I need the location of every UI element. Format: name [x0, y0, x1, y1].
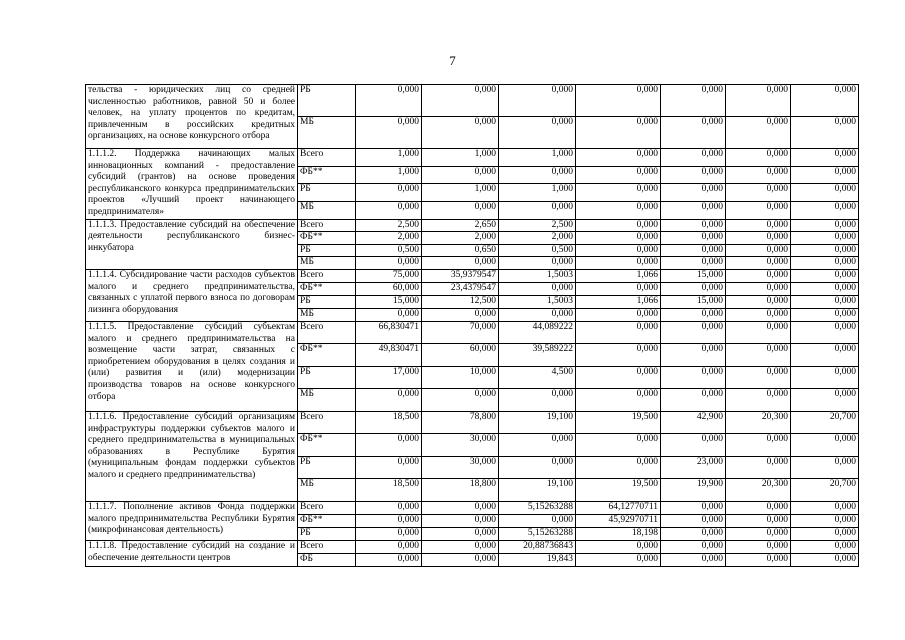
- amount-cell: 0,000: [356, 85, 422, 117]
- amount-cell: 0,000: [791, 269, 859, 282]
- measure-description: 1.1.1.7. Пополнение активов Фонда поддержки малого предпринимательства Республики Бурятия (микрофинансовая деятельность): [86, 501, 298, 540]
- amount-cell: 0,000: [726, 269, 791, 282]
- amount-cell: 0,000: [422, 389, 499, 412]
- amount-cell: 10,000: [422, 366, 499, 389]
- amount-cell: 20,700: [791, 411, 859, 434]
- amount-cell: 0,000: [791, 308, 859, 321]
- amount-cell: 1,000: [422, 184, 499, 202]
- amount-cell: 45,92970711: [576, 514, 661, 527]
- amount-cell: 0,000: [726, 501, 791, 514]
- amount-cell: 0,000: [791, 321, 859, 344]
- amount-cell: 23,4379547: [422, 282, 499, 295]
- amount-cell: 0,000: [791, 540, 859, 553]
- amount-cell: 0,000: [661, 282, 726, 295]
- funding-source: МБ: [298, 308, 356, 321]
- table-row: [86, 149, 859, 167]
- measure-description: 1.1.1.4. Субсидирование части расходов субъектов малого и среднего предпринимательства, связанных с уплатой первого взноса по договорам лизинга оборудования: [86, 269, 298, 321]
- amount-cell: 0,000: [791, 344, 859, 367]
- amount-cell: 0,000: [576, 149, 661, 167]
- amount-cell: 42,900: [661, 411, 726, 434]
- amount-cell: 0,000: [499, 166, 576, 184]
- amount-cell: 0,000: [356, 201, 422, 219]
- amount-cell: 0,000: [791, 149, 859, 167]
- amount-cell: 0,000: [726, 149, 791, 167]
- funding-source: РБ: [298, 184, 356, 202]
- amount-cell: 0,500: [499, 244, 576, 257]
- amount-cell: 0,000: [356, 514, 422, 527]
- amount-cell: 17,000: [356, 366, 422, 389]
- amount-cell: 0,000: [576, 366, 661, 389]
- amount-cell: 18,800: [422, 479, 499, 502]
- amount-cell: 0,000: [791, 184, 859, 202]
- funding-source: РБ: [298, 366, 356, 389]
- amount-cell: 1,000: [499, 149, 576, 167]
- amount-cell: 0,000: [661, 553, 726, 566]
- funding-source: ФБ**: [298, 282, 356, 295]
- funding-source: ФБ**: [298, 232, 356, 245]
- measure-description: 1.1.1.2. Поддержка начинающих малых инновационных компаний - предоставление субсидий (грантов) на основе проведения республиканского конкурса предпринимательских проектов «Лучший проект начинающего предпринимателя»: [86, 149, 298, 220]
- amount-cell: 49,830471: [356, 344, 422, 367]
- table-body: [86, 85, 859, 567]
- amount-cell: 66,830471: [356, 321, 422, 344]
- amount-cell: 0,000: [661, 514, 726, 527]
- amount-cell: 20,300: [726, 479, 791, 502]
- funding-source: РБ: [298, 456, 356, 479]
- amount-cell: 2,000: [422, 232, 499, 245]
- amount-cell: 0,000: [726, 232, 791, 245]
- table-row: [86, 501, 859, 514]
- amount-cell: 0,000: [791, 166, 859, 184]
- funding-source: ФБ**: [298, 514, 356, 527]
- amount-cell: 20,88736843: [499, 540, 576, 553]
- amount-cell: 0,000: [791, 434, 859, 457]
- amount-cell: 0,000: [661, 501, 726, 514]
- amount-cell: 0,000: [422, 257, 499, 270]
- funding-source: ФБ: [298, 553, 356, 566]
- amount-cell: 1,5003: [499, 269, 576, 282]
- amount-cell: 2,650: [422, 219, 499, 232]
- amount-cell: 0,000: [499, 117, 576, 149]
- funding-source: РБ: [298, 85, 356, 117]
- amount-cell: 0,000: [661, 344, 726, 367]
- measure-description: 1.1.1.6. Предоставление субсидий организациям инфраструктуры поддержки субъектов малого и среднего предпринимательства в муниципальных образованиях в Республике Бурятия (муниципальным фондам поддержки субъектов малого и среднего предпринимательства): [86, 411, 298, 501]
- amount-cell: 4,500: [499, 366, 576, 389]
- amount-cell: 0,000: [422, 166, 499, 184]
- amount-cell: 23,000: [661, 456, 726, 479]
- amount-cell: 0,000: [576, 117, 661, 149]
- amount-cell: 0,000: [499, 257, 576, 270]
- amount-cell: 0,000: [661, 232, 726, 245]
- amount-cell: 0,000: [726, 344, 791, 367]
- amount-cell: 0,000: [791, 201, 859, 219]
- amount-cell: 19,900: [661, 479, 726, 502]
- amount-cell: 19,843: [499, 553, 576, 566]
- amount-cell: 19,500: [576, 411, 661, 434]
- amount-cell: 0,000: [422, 514, 499, 527]
- amount-cell: 0,000: [661, 149, 726, 167]
- amount-cell: 1,066: [576, 269, 661, 282]
- amount-cell: 0,000: [726, 456, 791, 479]
- amount-cell: 0,000: [576, 540, 661, 553]
- amount-cell: 0,000: [661, 219, 726, 232]
- funding-source: Всего: [298, 501, 356, 514]
- funding-source: Всего: [298, 219, 356, 232]
- amount-cell: 0,000: [576, 553, 661, 566]
- amount-cell: 0,000: [726, 540, 791, 553]
- amount-cell: 0,000: [576, 282, 661, 295]
- amount-cell: 0,650: [422, 244, 499, 257]
- amount-cell: 0,000: [356, 553, 422, 566]
- amount-cell: 0,000: [791, 553, 859, 566]
- amount-cell: 0,000: [422, 540, 499, 553]
- amount-cell: 0,000: [576, 344, 661, 367]
- amount-cell: 0,000: [791, 366, 859, 389]
- amount-cell: 2,500: [499, 219, 576, 232]
- amount-cell: 18,500: [356, 411, 422, 434]
- funding-source: ФБ**: [298, 344, 356, 367]
- amount-cell: 0,000: [661, 166, 726, 184]
- funding-source: МБ: [298, 389, 356, 412]
- amount-cell: 18,198: [576, 527, 661, 540]
- amount-cell: 44,089222: [499, 321, 576, 344]
- amount-cell: 0,000: [576, 308, 661, 321]
- amount-cell: 64,12770711: [576, 501, 661, 514]
- amount-cell: 0,000: [422, 308, 499, 321]
- amount-cell: 0,000: [499, 434, 576, 457]
- amount-cell: 0,000: [356, 389, 422, 412]
- funding-source: ФБ**: [298, 434, 356, 457]
- amount-cell: 1,066: [576, 295, 661, 308]
- amount-cell: 15,000: [356, 295, 422, 308]
- amount-cell: 35,9379547: [422, 269, 499, 282]
- amount-cell: 0,000: [661, 201, 726, 219]
- funding-source: Всего: [298, 411, 356, 434]
- amount-cell: 5,15263288: [499, 501, 576, 514]
- amount-cell: 0,000: [422, 553, 499, 566]
- amount-cell: 0,000: [726, 366, 791, 389]
- amount-cell: 0,000: [726, 117, 791, 149]
- amount-cell: 30,000: [422, 456, 499, 479]
- amount-cell: 2,000: [499, 232, 576, 245]
- amount-cell: 12,500: [422, 295, 499, 308]
- amount-cell: 0,000: [499, 389, 576, 412]
- amount-cell: 0,000: [356, 117, 422, 149]
- amount-cell: 0,000: [576, 456, 661, 479]
- amount-cell: 0,000: [576, 85, 661, 117]
- amount-cell: 0,000: [726, 527, 791, 540]
- funding-source: РБ: [298, 295, 356, 308]
- amount-cell: 78,800: [422, 411, 499, 434]
- amount-cell: 0,000: [791, 85, 859, 117]
- amount-cell: 1,5003: [499, 295, 576, 308]
- amount-cell: 0,000: [661, 527, 726, 540]
- table-row: [86, 411, 859, 434]
- funding-source: ФБ**: [298, 166, 356, 184]
- amount-cell: 0,000: [576, 184, 661, 202]
- amount-cell: 0,000: [791, 456, 859, 479]
- amount-cell: 0,000: [791, 389, 859, 412]
- amount-cell: 0,000: [726, 308, 791, 321]
- amount-cell: 0,000: [422, 117, 499, 149]
- amount-cell: 0,000: [791, 244, 859, 257]
- amount-cell: 2,500: [356, 219, 422, 232]
- amount-cell: 60,000: [356, 282, 422, 295]
- amount-cell: 0,000: [576, 244, 661, 257]
- amount-cell: 0,000: [661, 389, 726, 412]
- amount-cell: 0,000: [661, 257, 726, 270]
- amount-cell: 0,000: [422, 501, 499, 514]
- amount-cell: 0,000: [791, 219, 859, 232]
- amount-cell: 39,589222: [499, 344, 576, 367]
- amount-cell: 0,000: [576, 166, 661, 184]
- amount-cell: 0,000: [576, 434, 661, 457]
- funding-source: МБ: [298, 201, 356, 219]
- amount-cell: 0,000: [661, 184, 726, 202]
- amount-cell: 0,000: [726, 219, 791, 232]
- amount-cell: 19,100: [499, 479, 576, 502]
- amount-cell: 0,000: [791, 295, 859, 308]
- funding-source: РБ: [298, 244, 356, 257]
- amount-cell: 0,000: [499, 282, 576, 295]
- measure-description: 1.1.1.3. Предоставление субсидий на обеспечение деятельности республиканского бизнес-инкубатора: [86, 219, 298, 269]
- amount-cell: 0,000: [726, 201, 791, 219]
- amount-cell: 20,700: [791, 479, 859, 502]
- amount-cell: 0,000: [356, 308, 422, 321]
- amount-cell: 0,000: [791, 232, 859, 245]
- amount-cell: 0,000: [791, 514, 859, 527]
- funding-source: Всего: [298, 149, 356, 167]
- amount-cell: 0,000: [791, 527, 859, 540]
- amount-cell: 0,000: [791, 282, 859, 295]
- amount-cell: 0,000: [422, 201, 499, 219]
- amount-cell: 0,000: [356, 527, 422, 540]
- amount-cell: 0,000: [499, 456, 576, 479]
- amount-cell: 1,000: [499, 184, 576, 202]
- amount-cell: 0,000: [661, 85, 726, 117]
- amount-cell: 0,000: [661, 244, 726, 257]
- amount-cell: 0,000: [576, 321, 661, 344]
- amount-cell: 0,000: [576, 201, 661, 219]
- funding-source: РБ: [298, 527, 356, 540]
- amount-cell: 0,000: [791, 257, 859, 270]
- amount-cell: 0,000: [791, 117, 859, 149]
- amount-cell: 1,000: [356, 149, 422, 167]
- funding-source: МБ: [298, 479, 356, 502]
- amount-cell: 5,15263288: [499, 527, 576, 540]
- amount-cell: 0,000: [576, 257, 661, 270]
- amount-cell: 0,000: [499, 201, 576, 219]
- amount-cell: 19,100: [499, 411, 576, 434]
- amount-cell: 2,000: [356, 232, 422, 245]
- amount-cell: 0,000: [661, 434, 726, 457]
- amount-cell: 1,000: [422, 149, 499, 167]
- amount-cell: 0,000: [726, 553, 791, 566]
- amount-cell: 0,000: [726, 166, 791, 184]
- amount-cell: 15,000: [661, 269, 726, 282]
- table-row: [86, 219, 859, 232]
- amount-cell: 0,000: [661, 308, 726, 321]
- amount-cell: 18,500: [356, 479, 422, 502]
- table-row: [86, 85, 859, 117]
- budget-table: [85, 84, 859, 567]
- amount-cell: 30,000: [422, 434, 499, 457]
- table-row: [86, 540, 859, 553]
- amount-cell: 0,000: [726, 434, 791, 457]
- amount-cell: 0,000: [499, 85, 576, 117]
- amount-cell: 70,000: [422, 321, 499, 344]
- amount-cell: 0,000: [726, 85, 791, 117]
- amount-cell: 0,000: [356, 456, 422, 479]
- amount-cell: 0,000: [356, 184, 422, 202]
- funding-source: Всего: [298, 540, 356, 553]
- amount-cell: 0,000: [791, 501, 859, 514]
- funding-source: Всего: [298, 321, 356, 344]
- amount-cell: 0,000: [661, 540, 726, 553]
- amount-cell: 60,000: [422, 344, 499, 367]
- amount-cell: 0,000: [726, 244, 791, 257]
- measure-description: 1.1.1.8. Предоставление субсидий на создание и обеспечение деятельности центров: [86, 540, 298, 566]
- table-row: [86, 269, 859, 282]
- amount-cell: 20,300: [726, 411, 791, 434]
- measure-description: 1.1.1.5. Предоставление субсидий субъектам малого и среднего предпринимательства на возмещение части затрат, связанных с приобретением оборудования в целях создания и (или) развития и (или) модернизации производства товаров на основе конкурсного отбора: [86, 321, 298, 411]
- amount-cell: 0,000: [726, 295, 791, 308]
- funding-source: МБ: [298, 257, 356, 270]
- amount-cell: 0,000: [661, 117, 726, 149]
- table-row: [86, 321, 859, 344]
- amount-cell: 0,000: [499, 514, 576, 527]
- amount-cell: 75,000: [356, 269, 422, 282]
- amount-cell: 19,500: [576, 479, 661, 502]
- amount-cell: 0,000: [576, 389, 661, 412]
- measure-description: тельства - юридических лиц со средней численностью работников, равной 50 и более человек, на уплату процентов по кредитам, привлеченным в российских кредитных организациях, на основе конкурсного отбора: [86, 85, 298, 149]
- amount-cell: 0,000: [726, 321, 791, 344]
- amount-cell: 15,000: [661, 295, 726, 308]
- amount-cell: 0,000: [422, 85, 499, 117]
- page-number: 7: [449, 53, 456, 68]
- amount-cell: 0,000: [726, 389, 791, 412]
- amount-cell: 0,000: [726, 257, 791, 270]
- amount-cell: 0,000: [726, 184, 791, 202]
- funding-source: МБ: [298, 117, 356, 149]
- amount-cell: 0,000: [726, 282, 791, 295]
- funding-source: Всего: [298, 269, 356, 282]
- amount-cell: 0,000: [356, 540, 422, 553]
- amount-cell: 0,000: [356, 501, 422, 514]
- amount-cell: 1,000: [356, 166, 422, 184]
- amount-cell: 0,000: [356, 257, 422, 270]
- amount-cell: 0,000: [576, 232, 661, 245]
- amount-cell: 0,000: [576, 219, 661, 232]
- amount-cell: 0,000: [661, 321, 726, 344]
- amount-cell: 0,000: [661, 366, 726, 389]
- amount-cell: 0,000: [356, 434, 422, 457]
- amount-cell: 0,500: [356, 244, 422, 257]
- amount-cell: 0,000: [422, 527, 499, 540]
- amount-cell: 0,000: [726, 514, 791, 527]
- amount-cell: 0,000: [499, 308, 576, 321]
